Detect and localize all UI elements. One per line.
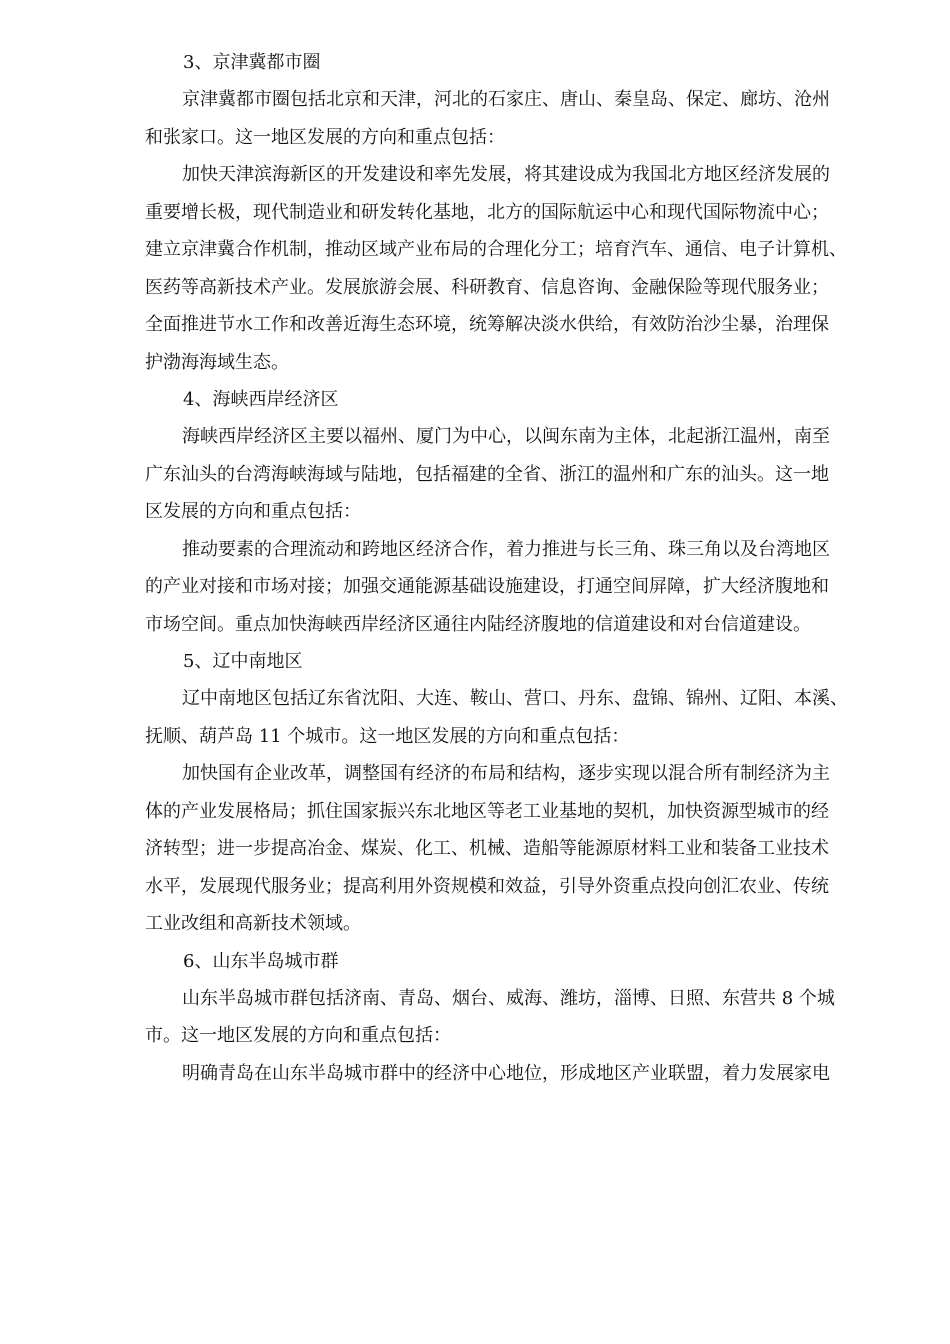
paragraph-line: 山东半岛城市群包括济南、青岛、烟台、威海、潍坊，淄博、日照、东营共 8 个城 <box>182 987 835 1009</box>
paragraph-line: 加快天津滨海新区的开发建设和率先发展，将其建设成为我国北方地区经济发展的 <box>182 164 830 185</box>
paragraph-line: 的产业对接和市场对接；加强交通能源基础设施建设，打通空间屏障，扩大经济腹地和 <box>145 576 829 597</box>
paragraph-line: 推动要素的合理流动和跨地区经济合作，着力推进与长三角、珠三角以及台湾地区 <box>182 538 830 560</box>
paragraph-line: 京津冀都市圈包括北京和天津，河北的石家庄、唐山、秦皇岛、保定、廊坊、沧州 <box>182 89 830 110</box>
paragraph-line: 加快国有企业改革，调整国有经济的布局和结构，逐步实现以混合所有制经济为主 <box>182 763 830 784</box>
paragraph-line: 区发展的方向和重点包括： <box>145 501 361 522</box>
paragraph-line: 医药等高新技术产业。发展旅游会展、科研教育、信息咨询、金融保险等现代服务业； <box>145 276 829 298</box>
paragraph-line: 海峡西岸经济区主要以福州、厦门为中心，以闽东南为主体，北起浙江温州，南至 <box>182 426 830 447</box>
body-paragraph <box>145 980 885 1055</box>
body-paragraph <box>145 156 885 381</box>
section-heading: 3、京津冀都市圈 <box>183 52 321 73</box>
paragraph-line: 抚顺、葫芦岛 11 个城市。这一地区发展的方向和重点包括： <box>145 725 630 747</box>
paragraph-line: 市。这一地区发展的方向和重点包括： <box>145 1025 451 1046</box>
paragraph-line: 广东汕头的台湾海峡海域与陆地，包括福建的全省、浙江的温州和广东的汕头。这一地 <box>145 463 829 485</box>
paragraph-line: 和张家口。这一地区发展的方向和重点包括： <box>145 126 505 148</box>
paragraph-line: 重要增长极，现代制造业和研发转化基地，北方的国际航运中心和现代国际物流中心； <box>145 201 829 223</box>
paragraph-line: 市场空间。重点加快海峡西岸经济区通往内陆经济腹地的信道建设和对台信道建设。 <box>145 613 811 635</box>
paragraph-line: 护渤海海域生态。 <box>145 351 289 373</box>
paragraph-line: 水平，发展现代服务业；提高利用外资规模和效益，引导外资重点投向创汇农业、传统 <box>145 875 829 897</box>
section-heading: 5、辽中南地区 <box>183 651 303 672</box>
paragraph-line: 明确青岛在山东半岛城市群中的经济中心地位，形成地区产业联盟，着力发展家电 <box>182 1062 830 1084</box>
paragraph-line: 工业改组和高新技术领域。 <box>145 913 361 934</box>
paragraph-line: 辽中南地区包括辽东省沈阳、大连、鞍山、营口、丹东、盘锦、锦州、辽阳、本溪、 <box>182 688 848 709</box>
document-body <box>145 44 885 1092</box>
paragraph-line: 全面推进节水工作和改善近海生态环境，统筹解决淡水供给，有效防治沙尘暴，治理保 <box>145 314 829 335</box>
paragraph-line: 体的产业发展格局；抓住国家振兴东北地区等老工业基地的契机，加快资源型城市的经 <box>145 800 829 822</box>
paragraph-line: 济转型；进一步提高冶金、煤炭、化工、机械、造船等能源原材料工业和装备工业技术 <box>145 838 829 859</box>
body-paragraph <box>145 1055 885 1093</box>
paragraph-line: 建立京津冀合作机制，推动区域产业布局的合理化分工；培育汽车、通信、电子计算机、 <box>145 239 847 260</box>
body-paragraph <box>145 755 885 943</box>
section-heading: 6、山东半岛城市群 <box>183 950 339 972</box>
body-paragraph <box>145 81 885 156</box>
body-paragraph <box>145 531 885 644</box>
section-heading: 4、海峡西岸经济区 <box>183 389 339 410</box>
body-paragraph <box>145 418 885 531</box>
body-paragraph <box>145 680 885 755</box>
